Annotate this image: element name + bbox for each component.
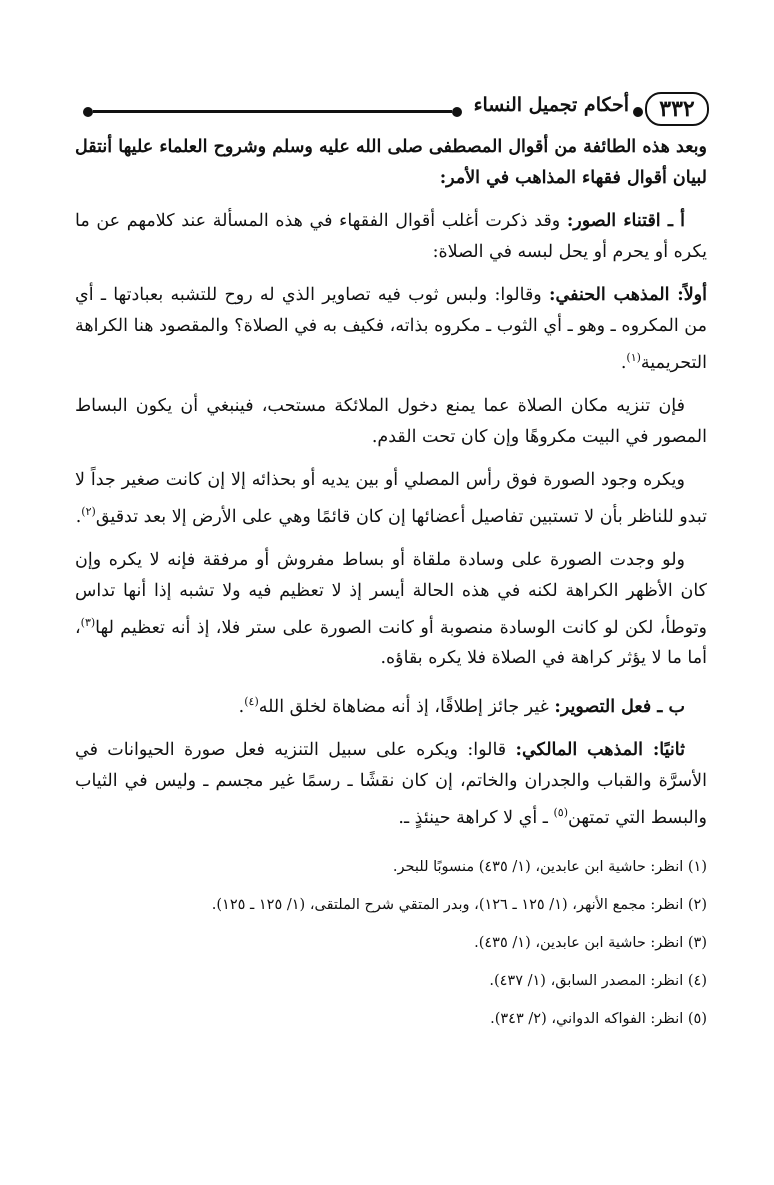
section-a-label: أ ـ اقتناء الصور: <box>566 211 685 231</box>
footnote-2: (٢) انظر: مجمع الأنهر، (١/ ١٢٥ ـ ١٢٦)، وبدر المتقي شرح الملتقى، (١/ ١٢٥ ـ ١٢٥). <box>211 897 707 914</box>
section-b-label: ب ـ فعل التصوير: <box>554 697 685 718</box>
header-title: أحكام تجميل النساء <box>473 94 629 116</box>
footnote-1: (١) انظر: حاشية ابن عابدين، (١/ ٤٣٥) منسوبًا للبحر. <box>392 859 707 876</box>
footnote-ref-2[interactable]: (٢) <box>81 504 96 518</box>
section-b-text: غير جائز إطلاقًا، إذ أنه مضاهاة لخلق الله <box>258 697 549 718</box>
wujud-paragraph: ويكره وجود الصورة فوق رأس المصلي أو بين يديه أو بحذائه إلا إن كانت صغير جداً لا تبدو للناظر بأن لا تستبين تفاصيل أعضائها إن كان قائمًا وهي على الأرض إلا بعد تدقيق$^{(٢)}$. <box>75 469 707 527</box>
footnote-ref-5[interactable]: (٥) <box>553 806 568 820</box>
section-b-paragraph: ب ـ فعل التصوير: غير جائز إطلاقًا، إذ أنه مضاهاة لخلق الله$^{(٤)}$. <box>238 695 685 718</box>
hanafi-label: أولاً: المذهب الحنفي: <box>549 285 707 305</box>
header-dot-icon <box>633 107 643 117</box>
hanafi-text: وقالوا: ولبس ثوب فيه تصاوير الذي له روح للتشبه بعبادتها ـ أي من المكروه ـ وهو ـ أي الثوب ـ مكروه بذاته، فكيف به في الصلاة؟ والمقصود هنا الكراهة التحريمية <box>75 285 707 373</box>
header-rule <box>83 107 462 117</box>
section-a-paragraph <box>75 206 707 268</box>
wisada-text-2: ، أما ما لا يؤثر كراهة في الصلاة فلا يكره بقاؤه. <box>75 617 707 669</box>
maliki-text: قالوا: ويكره على سبيل التنزيه فعل صورة الحيوانات في الأسرَّة والقباب والجدران والخاتم، إن كان نقشًا ـ رسمًا غير مجسم ـ وليس في الثياب والبسط التي تمتهن <box>75 740 707 829</box>
tanzih-paragraph: فإن تنزيه مكان الصلاة عما يمنع دخول الملائكة مستحب، فينبغي أن يكون البساط المصور في البيت مكروهًا وإن كان تحت القدم. <box>75 395 707 447</box>
footnote-ref-3[interactable]: (٣) <box>80 615 96 629</box>
wisada-text-1: ولو وجدت الصورة على وسادة ملقاة أو بساط مفروش أو مرفقة فإنه لا يكره وإن كان الأظهر الكراهة لكنه في هذه الحالة أيسر إذ لا تعظيم فيه ولا تشبه إذا أنها تداس وتوطأ، لكن لو كانت الوسادة منصوبة أو كانت الصورة على ستر فلا، إذ أنه تعظيم لها <box>75 549 707 638</box>
intro-paragraph: وبعد هذه الطائفة من أقوال المصطفى صلى الله عليه وسلم وشروح العلماء عليها أنتقل لبيان أقوال فقهاء المذاهب في الأمر: <box>75 137 707 188</box>
maliki-label: ثانيًا: المذهب المالكي: <box>515 740 685 761</box>
wujud-text: ويكره وجود الصورة فوق رأس المصلي أو بين يديه أو بحذائه إلا إن كانت صغير جداً لا تبدو للناظر بأن لا تستبين تفاصيل أعضائها إن كان قائمًا وهي على الأرض إلا بعد تدقيق <box>75 469 707 527</box>
page <box>75 90 707 1046</box>
running-header <box>75 90 707 132</box>
page-number: ٣٣٢ <box>645 92 709 126</box>
hanafi-paragraph: أولاً: المذهب الحنفي: وقالوا: ولبس ثوب فيه تصاوير الذي له روح للتشبه بعبادتها ـ أي من المكروه ـ وهو ـ أي الثوب ـ مكروه بذاته، فكيف به في الصلاة؟ والمقصود هنا الكراهة التحريمية$^{(١)}$. <box>75 285 707 373</box>
footnote-ref-4[interactable]: (٤) <box>244 695 259 709</box>
wisada-paragraph <box>75 545 707 675</box>
footnote-3: (٣) انظر: حاشية ابن عابدين، (١/ ٤٣٥). <box>474 935 707 952</box>
footnotes <box>75 856 707 1030</box>
footnote-5: (٥) انظر: الفواكه الدواني، (٢/ ٣٤٣). <box>490 1011 707 1028</box>
rule-line <box>93 110 452 113</box>
section-a-text: وقد ذكرت أغلب أقوال الفقهاء في هذه المسألة عند كلامهم عن ما يكره أو يحرم أو يحل لبسه في الصلاة: <box>75 211 707 262</box>
rule-end-dot-icon <box>452 107 462 117</box>
footnote-ref-1[interactable]: (١) <box>626 351 641 364</box>
footnote-4: (٤) انظر: المصدر السابق، (١/ ٤٣٧). <box>489 973 707 990</box>
maliki-paragraph <box>75 735 707 834</box>
maliki-tail: ـ أي لا كراهة حينئذٍ ـ. <box>398 808 548 829</box>
rule-end-dot-icon <box>83 107 93 117</box>
